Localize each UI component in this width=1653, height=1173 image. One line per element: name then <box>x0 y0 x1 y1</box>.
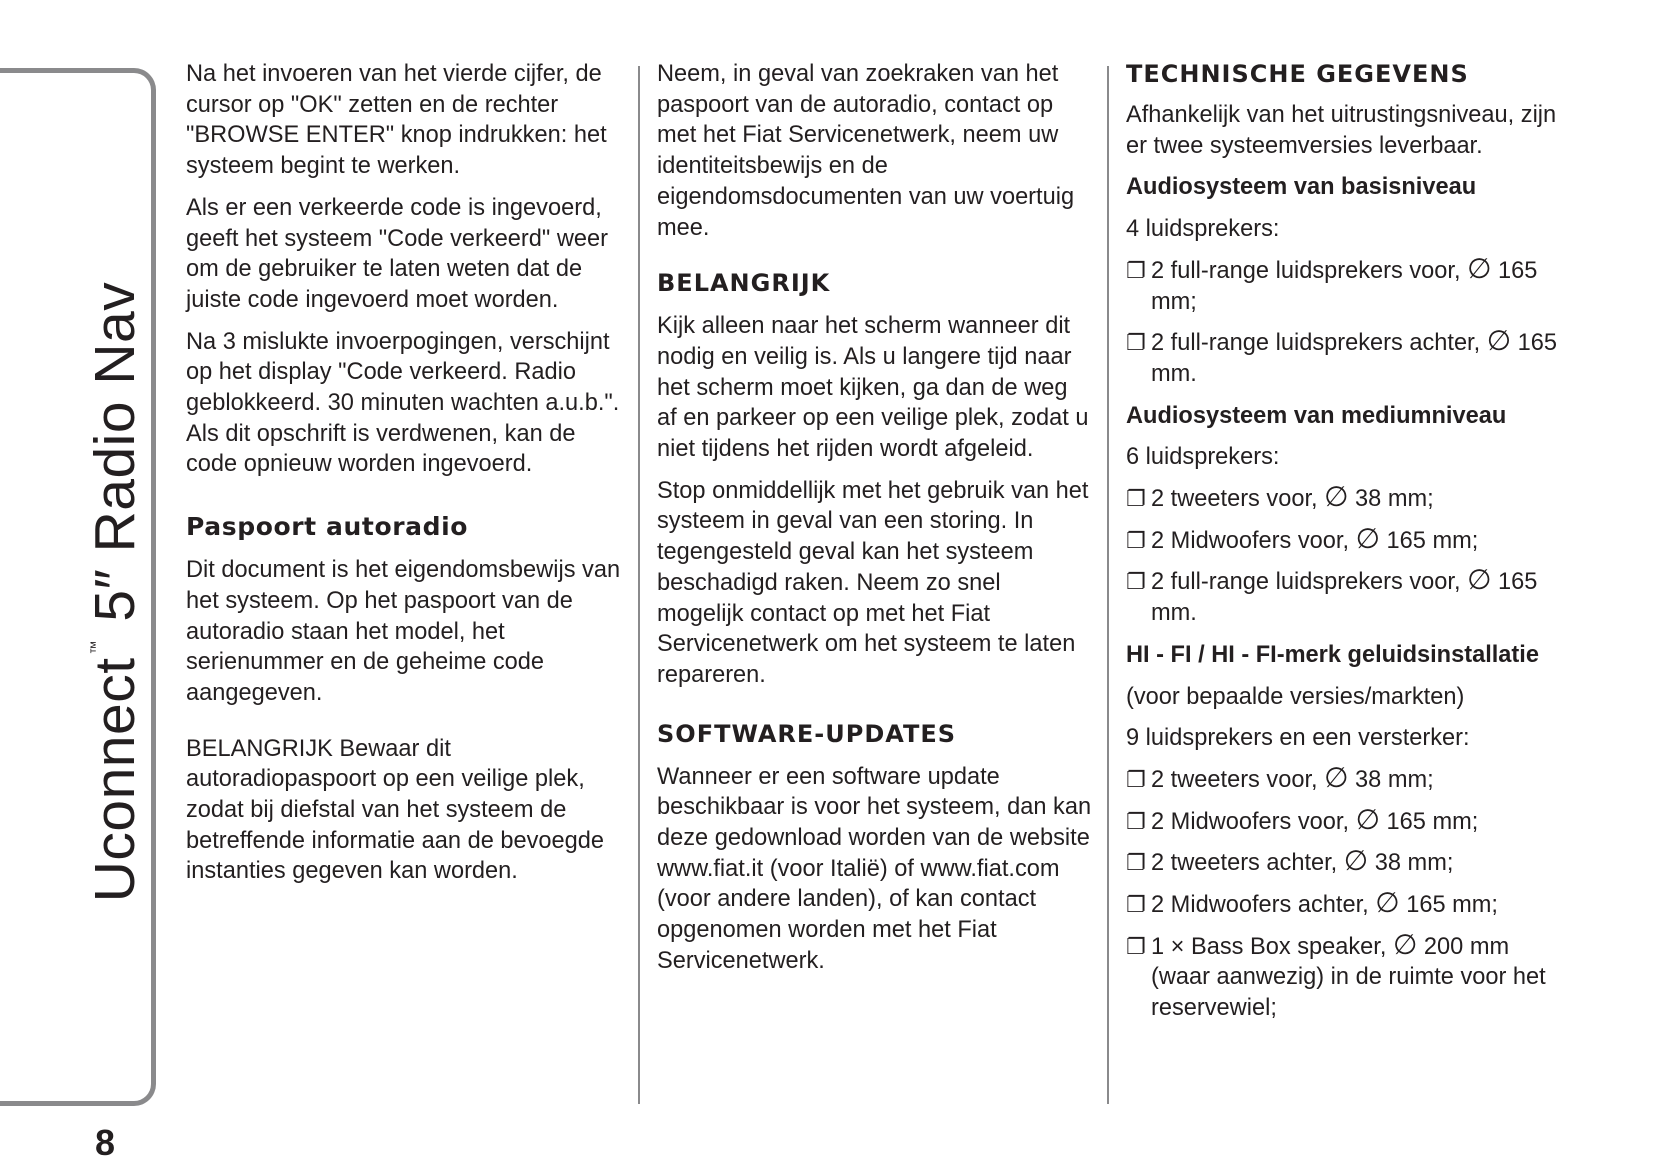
paragraph: Na 3 mislukte invoerpogingen, verschijnt op het display "Code verkeerd. Radio geblokkeerd. 30 minuten wachten a.u.b.". Als dit opschrift is verdwenen, kan de code opnieuw worden ingevoerd. <box>186 328 620 478</box>
list-item-size: 165 mm; <box>1379 527 1479 554</box>
checkbox-bullet-icon: ❐ <box>1126 257 1146 283</box>
list-item-size: 165 mm. <box>1151 569 1538 627</box>
diameter-icon: ∅ <box>1355 521 1380 555</box>
diameter-icon: ∅ <box>1392 927 1418 961</box>
section-heading: BELANGRIJK <box>657 269 831 298</box>
speaker-list <box>1126 480 1566 629</box>
checkbox-bullet-icon: ❐ <box>1126 766 1146 792</box>
list-item-text: 2 tweeters voor, <box>1151 486 1325 513</box>
column-divider-1 <box>638 66 640 1104</box>
checkbox-bullet-icon: ❐ <box>1126 486 1146 512</box>
diameter-icon: ∅ <box>1467 251 1492 285</box>
paragraph: Stop onmiddellijk met het gebruik van het systeem in geval van een storing. In tegengesteld geval kan het systeem beschadigd raken. Neem zo snel mogelijk contact op met het Fiat Servicenetwerk om het systeem te laten repareren. <box>657 477 1089 688</box>
paragraph: Kijk alleen naar het scherm wanneer dit nodig en veilig is. Als u langere tijd naar het scherm moet kijken, ga dan de weg af en parkeer op een veilige plek, zodat u niet tijdens het rijden wordt afgeleid. <box>657 313 1089 463</box>
column-divider-2 <box>1107 66 1109 1104</box>
list-item-text: 2 tweeters voor, <box>1151 766 1325 793</box>
column-1 <box>186 59 622 898</box>
list-item-size: 165 mm. <box>1151 330 1558 387</box>
diameter-icon: ∅ <box>1467 563 1492 597</box>
paragraph: Neem, in geval van zoekraken van het paspoort van de autoradio, contact op met het Fiat Servicenetwerk, neem uw identiteitsbewijs en de eigendomsdocumenten van uw voertuig mee. <box>657 61 1075 241</box>
paragraph: Afhankelijk van het uitrustingsniveau, zijn er twee systeemversies leverbaar. <box>1126 102 1557 159</box>
list-item <box>1126 760 1566 796</box>
checkbox-bullet-icon: ❐ <box>1126 808 1146 834</box>
list-item <box>1126 802 1566 838</box>
diameter-icon: ∅ <box>1324 760 1349 794</box>
list-item-size: 38 mm; <box>1368 850 1454 877</box>
section-heading: SOFTWARE-UPDATES <box>657 719 957 748</box>
note: (voor bepaalde versies/markten) <box>1126 683 1465 710</box>
diameter-icon: ∅ <box>1486 324 1512 358</box>
list-item <box>1126 927 1566 1024</box>
list-item-size: 38 mm; <box>1348 486 1434 513</box>
checkbox-bullet-icon: ❐ <box>1126 569 1146 595</box>
list-item-text: 1 × Bass Box speaker, <box>1151 933 1393 960</box>
list-item-text: 2 full-range luidsprekers voor, <box>1151 569 1468 596</box>
list-item <box>1126 886 1566 921</box>
list-item <box>1126 480 1566 515</box>
speaker-list <box>1126 760 1566 1024</box>
column-3 <box>1126 59 1566 1035</box>
paragraph: Dit document is het eigendomsbewijs van het systeem. Op het paspoort van de autoradio staan het model, het serienummer en de geheime code aangegeven. <box>186 557 621 706</box>
list-item-size: 165 mm; <box>1379 808 1479 835</box>
speaker-count: 6 luidsprekers: <box>1126 444 1280 471</box>
list-item-text: 2 Midwoofers voor, <box>1151 527 1356 554</box>
list-item <box>1126 251 1566 317</box>
sidebar-title: Uconnect™ 5″ Radio Nav <box>83 281 147 903</box>
speaker-count: 9 luidsprekers en een versterker: <box>1126 725 1470 752</box>
list-item-text: 2 full-range luidsprekers achter, <box>1151 330 1487 357</box>
list-item-text: 2 Midwoofers voor, <box>1151 808 1356 835</box>
checkbox-bullet-icon: ❐ <box>1126 850 1146 876</box>
diameter-icon: ∅ <box>1375 886 1400 920</box>
list-item-size: 165 mm; <box>1399 892 1498 919</box>
list-item <box>1126 324 1566 389</box>
diameter-icon: ∅ <box>1355 802 1380 836</box>
diameter-icon: ∅ <box>1343 844 1369 878</box>
speaker-list <box>1126 251 1566 390</box>
subsection-heading: Audiosysteem van basisniveau <box>1126 174 1477 201</box>
checkbox-bullet-icon: ❐ <box>1126 933 1146 959</box>
page-number: 8 <box>95 1122 116 1163</box>
checkbox-bullet-icon: ❐ <box>1126 330 1146 356</box>
paragraph: Wanneer er een software update beschikbaar is voor het systeem, dan kan deze gedownload worden van de website www.fiat.it (voor Italië) of www.fiat.com (voor andere landen), of kan contact opgenomen worden met het Fiat Servicenetwerk. <box>657 763 1092 974</box>
list-item <box>1126 563 1566 628</box>
subsection-heading: HI - FI / HI - FI-merk geluidsinstallatie <box>1126 641 1539 668</box>
list-item-size: 38 mm; <box>1348 766 1434 793</box>
diameter-icon: ∅ <box>1324 480 1349 514</box>
section-heading: Paspoort autoradio <box>186 512 469 542</box>
section-heading: TECHNISCHE GEGEVENS <box>1126 60 1469 88</box>
list-item <box>1126 521 1566 557</box>
speaker-count: 4 luidsprekers: <box>1126 216 1280 243</box>
checkbox-bullet-icon: ❐ <box>1126 527 1146 553</box>
list-item-text: 2 Midwoofers achter, <box>1151 892 1376 919</box>
list-item-text: 2 full-range luidsprekers voor, <box>1151 257 1468 284</box>
list-item-size: 165 mm; <box>1151 257 1538 315</box>
checkbox-bullet-icon: ❐ <box>1126 892 1146 918</box>
paragraph: Na het invoeren van het vierde cijfer, de cursor op "OK" zetten en de rechter "BROWSE ENTER" knop indrukken: het systeem begint te werken. <box>186 61 607 180</box>
column-2 <box>657 59 1093 988</box>
list-item-size: 200 mm (waar aanwezig) in de ruimte voor het reservewiel; <box>1151 933 1546 1022</box>
list-item <box>1126 844 1566 879</box>
list-item-text: 2 tweeters achter, <box>1151 850 1344 877</box>
paragraph: BELANGRIJK Bewaar dit autoradiopaspoort op een veilige plek, zodat bij diefstal van het systeem de betreffende informatie aan de bevoegde instanties gegeven kan worden. <box>186 735 605 885</box>
subsection-heading: Audiosysteem van mediumniveau <box>1126 402 1507 429</box>
paragraph: Als er een verkeerde code is ingevoerd, geeft het systeem "Code verkeerd" weer om de gebruiker te laten weten dat de juiste code ingevoerd moet worden. <box>186 194 608 313</box>
